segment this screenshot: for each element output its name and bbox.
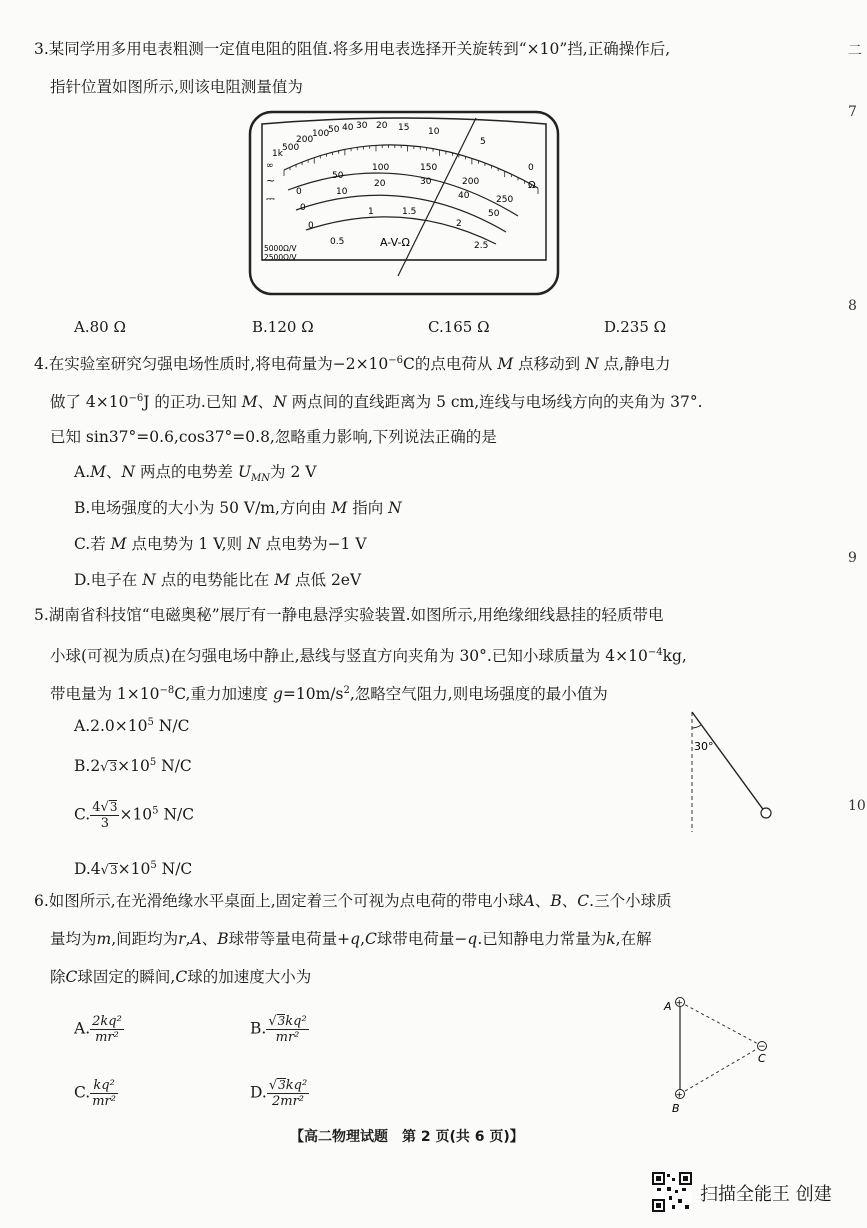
ohm-infinity-label: ∞ <box>266 161 274 171</box>
dc-symbol: ⎓ <box>266 192 275 205</box>
q5-stem-line3: 带电量为 $1\times 10^{-8}C$,重力加速度 $g=10m/s^2$,忽略空气阻力,则电场强度的最小值为 <box>50 685 608 703</box>
ball-c-sign: − <box>758 1042 766 1052</box>
dc-low-1.5: 1.5 <box>402 207 417 217</box>
ohm-label-1k: 1k <box>272 149 283 159</box>
q6-option-b: B. $\frac{\text{√3kq²}}{\text{mr²}}$ <box>250 1014 307 1045</box>
pendulum-figure <box>680 708 780 836</box>
angle-arc <box>692 725 701 728</box>
q4-option-d: D.电子在 N 点的电势能比在 M 点低 2eV <box>74 571 362 589</box>
q3-stem-line2: 指针位置如图所示,则该电阻测量值为 <box>50 78 303 96</box>
side-ac <box>680 1002 762 1046</box>
ohm-label-20: 20 <box>376 121 388 131</box>
sensitivity-label-2: 2500Ω/V <box>264 253 297 262</box>
dc-low-0.5: 0.5 <box>330 237 345 247</box>
q4-option-a: A.M、N 两点的电势差 $U_{MN}$为 2 V <box>74 463 317 484</box>
angle-label: 30° <box>694 740 714 753</box>
q6-stem-line3: 除C球固定的瞬间,C球的加速度大小为 <box>50 968 312 986</box>
side-mark-8: 8 <box>848 298 857 314</box>
q6-option-a: A. $\frac{\text{2kq²}}{\text{mr²}}$ <box>74 1014 122 1045</box>
label-b: B <box>672 1102 680 1115</box>
q4-stem-line1: 4.在实验室研究匀强电场性质时,将电荷量为$-2\times 10^{-6}C$的点电荷从 M 点移动到 N 点,静电力 <box>34 355 671 373</box>
dc-low-2.5: 2.5 <box>474 241 489 251</box>
dc-mid-0: 0 <box>300 203 306 213</box>
q5-option-d: $D.4√3\times 10^5$ N/C <box>74 860 193 878</box>
dc-low-0: 0 <box>308 221 314 231</box>
side-mark-7: 7 <box>848 104 857 120</box>
dc-scale-arc-2 <box>296 195 506 232</box>
ohm-label-5: 5 <box>480 137 486 147</box>
dc-mid-10: 10 <box>336 187 348 197</box>
q6-option-d: D. $\frac{\text{√3kq²}}{\text{2mr²}}$ <box>250 1078 308 1109</box>
ohm-label-10: 10 <box>428 127 440 137</box>
dc-low-1: 1 <box>368 207 374 217</box>
dc-top-200: 200 <box>462 177 480 187</box>
label-c: C <box>758 1052 766 1065</box>
multimeter-dial-figure <box>248 110 560 296</box>
scanner-watermark: 扫描全能王 创建 <box>700 1184 832 1205</box>
dc-top-0: 0 <box>296 187 302 197</box>
q3-option-c: C.165 Ω <box>428 318 490 336</box>
ohm-label-40: 40 <box>342 123 354 133</box>
q5-option-a: $A.2.0\times 10^5$ N/C <box>74 717 190 735</box>
q6-stem-line1: 6.如图所示,在光滑绝缘水平桌面上,固定着三个可视为点电荷的带电小球A、B、C.三个小球质 <box>34 892 672 910</box>
q6-stem-line2: 量均为m,间距均为r,A、B球带等量电荷量+q,C球带电荷量−q.已知静电力常量为k,在解 <box>50 930 652 948</box>
q4-stem-line2: 做了 $4\times 10^{-6}J$ 的正功.已知 M、N 两点间的直线距离为 5 cm,连线与电场线方向的夹角为 37°. <box>50 393 703 411</box>
meter-center-label: A-V-Ω <box>380 236 410 249</box>
q3-option-d: D.235 Ω <box>604 318 667 336</box>
ball-b-sign: + <box>675 1090 684 1101</box>
page-footer: 【高二物理试题 第 2 页(共 6 页)】 <box>290 1129 524 1145</box>
q5-stem-line2: 小球(可视为质点)在匀强电场中静止,悬线与竖直方向夹角为 30°.已知小球质量为 $4\times 10^{-4}kg$, <box>50 647 687 665</box>
q4-option-c: C.若 M 点电势为 1 V,则 N 点电势为−1 V <box>74 535 367 553</box>
ohm-label-500: 500 <box>282 143 300 153</box>
q4-stem-line3: 已知 sin37°=0.6,cos37°=0.8,忽略重力影响,下列说法正确的是 <box>50 428 497 446</box>
q6-option-c: C. $\frac{\text{kq²}}{\text{mr²}}$ <box>74 1078 116 1109</box>
label-a: A <box>664 1000 672 1013</box>
dc-mid-20: 20 <box>374 179 386 189</box>
ohm-unit-label: Ω <box>528 180 536 191</box>
ohm-label-0: 0 <box>528 163 534 173</box>
dc-top-150: 150 <box>420 163 438 173</box>
dc-low-2: 2 <box>456 219 462 229</box>
side-mark-10: 10 <box>848 798 866 814</box>
side-bc <box>680 1046 762 1094</box>
ohm-scale-arc <box>284 145 538 188</box>
ohm-label-15: 15 <box>398 123 410 133</box>
q5-option-c: C. $\frac{4√3}{3}$ $\times 10^5$ N/C <box>74 800 195 831</box>
suspension-thread <box>692 712 765 812</box>
charged-ball <box>761 808 771 818</box>
q5-option-b: $B.2√3\times 10^5$ N/C <box>74 757 192 775</box>
dc-top-100: 100 <box>372 163 390 173</box>
sensitivity-label-1: 5000Ω/V <box>264 244 297 253</box>
triangle-charges-figure <box>658 990 778 1116</box>
dc-mid-30: 30 <box>420 177 432 187</box>
ohm-label-100: 100 <box>312 129 330 139</box>
ohm-label-50: 50 <box>328 125 340 135</box>
ohm-label-200: 200 <box>296 135 314 145</box>
q3-option-b: B.120 Ω <box>252 318 314 336</box>
dc-top-50: 50 <box>332 171 344 181</box>
q3-stem-line1: 3.某同学用多用电表粗测一定值电阻的阻值.将多用电表选择开关旋转到“×10”挡,正确操作后, <box>34 40 671 58</box>
ohm-label-30: 30 <box>356 121 368 131</box>
dc-mid-40: 40 <box>458 191 470 201</box>
ball-a-sign: + <box>675 998 684 1009</box>
ac-symbol: ~ <box>266 174 276 187</box>
q5-stem-line1: 5.湖南省科技馆“电磁奥秘”展厅有一静电悬浮实验装置.如图所示,用绝缘细线悬挂的轻质带电 <box>34 606 664 624</box>
side-mark-0: 二 <box>848 43 862 59</box>
side-mark-9: 9 <box>848 550 857 566</box>
q3-option-a: A.80 Ω <box>74 318 126 336</box>
qr-code-icon <box>652 1172 692 1212</box>
q4-option-b: B.电场强度的大小为 50 V/m,方向由 M 指向 N <box>74 499 402 517</box>
dc-top-250: 250 <box>496 195 514 205</box>
dc-mid-50: 50 <box>488 209 500 219</box>
